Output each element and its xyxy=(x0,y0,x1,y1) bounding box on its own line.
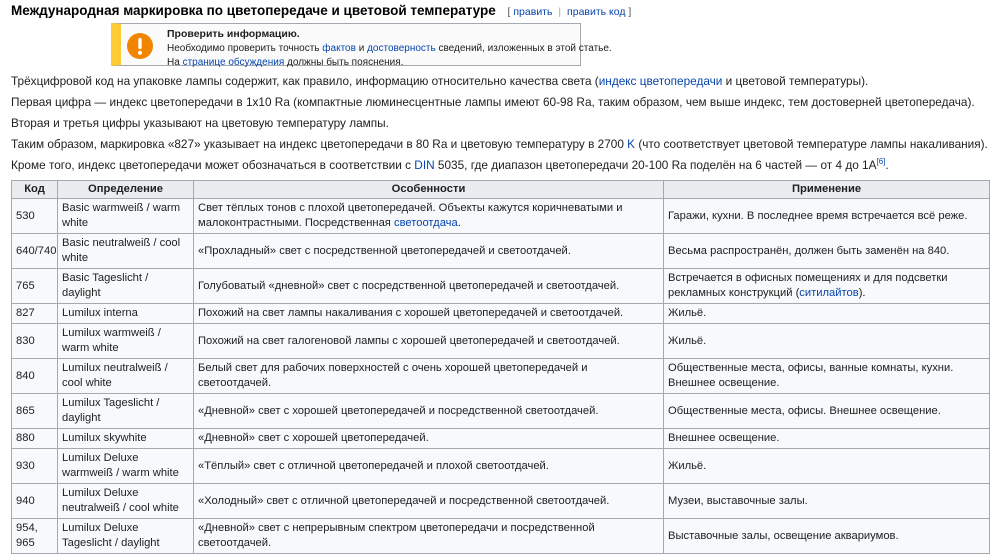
cell-features xyxy=(194,234,664,269)
features-text: Голубоватый «дневной» свет с посредственной цветопередачей и светоотдачей. xyxy=(198,279,620,292)
cell-application xyxy=(664,429,990,449)
cell-application xyxy=(664,519,990,554)
features-text: «Дневной» свет с хорошей цветопередачей и посредственной светоотдачей. xyxy=(198,404,599,417)
cell-code: 640/740 xyxy=(12,234,58,269)
lamp-code-table xyxy=(11,180,990,554)
features-text: Похожий на свет лампы накаливания с хорошей цветопередачей и светоотдачей. xyxy=(198,307,624,319)
cell-definition: Lumilux warmweiß / warm white xyxy=(58,324,194,359)
application-text: Жильё. xyxy=(668,459,707,472)
cell-definition: Lumilux Deluxe warmweiß / warm white xyxy=(58,449,194,484)
cell-application xyxy=(664,359,990,394)
header-features[interactable]: Особенности xyxy=(194,181,664,199)
features-end: . xyxy=(457,217,461,229)
edit-link[interactable]: править xyxy=(513,6,553,18)
p5-end: . xyxy=(885,158,889,172)
application-text: Внешнее освещение. xyxy=(668,432,780,444)
p1-end: и цветовой температуры). xyxy=(722,74,869,88)
notice-line2-end: должны быть пояснения. xyxy=(284,57,404,68)
features-text: «Дневной» свет с хорошей цветопередачей. xyxy=(198,432,429,444)
notice-line1-end: сведений, изложенных в этой статье. xyxy=(435,43,612,54)
notice-title: Проверить информацию. xyxy=(167,28,300,40)
cell-features xyxy=(194,429,664,449)
section-heading xyxy=(11,3,631,18)
cell-application xyxy=(664,484,990,519)
application-text: Гаражи, кухни. В последнее время встречается всё реже. xyxy=(668,209,968,222)
p4-text: Таким образом, маркировка «827» указывает на индекс цветопередачи в 80 Ra и цветовую температуру в 2700 xyxy=(11,137,628,151)
din-link[interactable]: DIN xyxy=(414,158,435,172)
exclamation-icon xyxy=(125,31,155,61)
table-row xyxy=(12,234,990,269)
cell-application xyxy=(664,199,990,234)
cell-definition: Basic warmweiß / warm white xyxy=(58,199,194,234)
citylight-link[interactable]: ситилайтов xyxy=(799,287,859,299)
p1-text: Трёхцифровой код на упаковке лампы содержит, как правило, информацию относительно качества света ( xyxy=(11,74,599,88)
application-text: Музеи, выставочные залы. xyxy=(668,494,808,507)
header-definition[interactable]: Определение xyxy=(58,181,194,199)
application-text: Жильё. xyxy=(668,307,707,319)
edit-bracket-close: ] xyxy=(628,6,632,18)
table-header-row xyxy=(12,181,990,199)
edit-separator: | xyxy=(558,6,562,18)
application-end: ). xyxy=(858,287,866,299)
cell-code: 930 xyxy=(12,449,58,484)
table-row xyxy=(12,429,990,449)
features-text: Свет тёплых тонов с плохой цветопередачей. Объекты кажутся коричневатыми и малоконтрастными. Посредственная xyxy=(198,202,623,229)
cell-application xyxy=(664,394,990,429)
application-text: Общественные места, офисы. Внешнее освещение. xyxy=(668,404,941,417)
facts-link[interactable]: фактов xyxy=(322,43,356,54)
table-row xyxy=(12,304,990,324)
table-row xyxy=(12,359,990,394)
cell-application xyxy=(664,269,990,304)
cell-definition: Lumilux interna xyxy=(58,304,194,324)
cell-code: 865 xyxy=(12,394,58,429)
cell-code: 880 xyxy=(12,429,58,449)
table-row xyxy=(12,324,990,359)
cell-application xyxy=(664,449,990,484)
features-text: «Тёплый» свет с отличной цветопередачей и плохой светоотдачей. xyxy=(198,459,549,472)
cell-code: 530 xyxy=(12,199,58,234)
kelvin-link[interactable]: K xyxy=(627,137,636,151)
paragraph-3: Вторая и третья цифры указывают на цветовую температуру лампы. xyxy=(11,116,389,130)
p5-text: Кроме того, индекс цветопередачи может обозначаться в соответствии с xyxy=(11,158,415,172)
talk-page-link[interactable]: странице обсуждения xyxy=(182,57,285,68)
cell-code: 954, 965 xyxy=(12,519,58,554)
paragraph-2: Первая цифра — индекс цветопередачи в 1x10 Ra (компактные люминесцентные лампы имеют 60-98 Ra, таким образом, чем выше индекс, тем достоверней цветопередача). xyxy=(11,95,975,109)
application-text: Выставочные залы, освещение аквариумов. xyxy=(668,529,899,542)
table-row xyxy=(12,199,990,234)
notice-line2-text: На xyxy=(167,57,183,68)
table-row xyxy=(12,449,990,484)
cell-code: 940 xyxy=(12,484,58,519)
features-text: «Холодный» свет с отличной цветопередачей и посредственной светоотдачей. xyxy=(198,494,610,507)
application-text: Жильё. xyxy=(668,334,707,347)
features-text: Белый свет для рабочих поверхностей с очень хорошей цветопередачей и светоотдачей. xyxy=(198,362,588,389)
cell-features xyxy=(194,324,664,359)
cell-features xyxy=(194,199,664,234)
cell-definition: Basic Tageslicht / daylight xyxy=(58,269,194,304)
application-text: Общественные места, офисы, ванные комнаты, кухни. Внешнее освещение. xyxy=(668,362,954,389)
application-text: Встречается в офисных помещениях и для подсветки рекламных конструкций ( xyxy=(668,272,948,299)
light-output-link[interactable]: светоотдача xyxy=(393,217,458,229)
features-text: «Прохладный» свет с посредственной цветопередачей и светоотдачей. xyxy=(198,244,571,257)
table-row xyxy=(12,269,990,304)
header-application[interactable]: Применение xyxy=(664,181,990,199)
cell-features xyxy=(194,449,664,484)
cell-definition: Lumilux Deluxe Tageslicht / daylight xyxy=(58,519,194,554)
application-text: Весьма распространён, должен быть заменён на 840. xyxy=(668,244,950,257)
table-row xyxy=(12,484,990,519)
header-code[interactable]: Код xyxy=(12,181,58,199)
paragraph-4 xyxy=(11,136,988,152)
cell-features xyxy=(194,484,664,519)
notice-line1-text: Необходимо проверить точность xyxy=(167,43,323,54)
table-row xyxy=(12,519,990,554)
cell-features xyxy=(194,519,664,554)
reference-link[interactable]: [6] xyxy=(876,157,886,167)
cell-application xyxy=(664,234,990,269)
features-text: «Дневной» свет с непрерывным спектром цветопередачи и посредственной светоотдачей. xyxy=(198,522,595,549)
cell-features xyxy=(194,304,664,324)
p5-mid: 5035, где диапазон цветопередачи 20-100 Ra поделён на 6 частей — от 4 до 1А xyxy=(434,158,877,172)
cell-code: 827 xyxy=(12,304,58,324)
cell-definition: Lumilux neutralweiß / cool white xyxy=(58,359,194,394)
cell-features xyxy=(194,269,664,304)
p4-end: (что соответствует цветовой температуре лампы накаливания). xyxy=(635,137,988,151)
cell-features xyxy=(194,359,664,394)
cell-application xyxy=(664,304,990,324)
edit-section-links xyxy=(508,6,632,18)
edit-code-link[interactable]: править код xyxy=(567,6,626,18)
notice-text xyxy=(167,27,612,70)
cell-code: 830 xyxy=(12,324,58,359)
cell-definition: Lumilux skywhite xyxy=(58,429,194,449)
cell-definition: Lumilux Deluxe neutralweiß / cool white xyxy=(58,484,194,519)
cri-link[interactable]: индекс цветопередачи xyxy=(598,74,723,88)
notice-line1-and: и xyxy=(355,43,368,54)
cell-definition: Lumilux Tageslicht / daylight xyxy=(58,394,194,429)
reliability-link[interactable]: достоверность xyxy=(367,43,436,54)
verify-notice-box xyxy=(111,23,612,68)
section-title: Международная маркировка по цветопередаче и цветовой температуре xyxy=(11,3,496,18)
table-row xyxy=(12,394,990,429)
paragraph-5 xyxy=(11,157,889,173)
cell-application xyxy=(664,324,990,359)
features-text: Похожий на свет галогеновой лампы с хорошей цветопередачей и светоотдачей. xyxy=(198,334,620,347)
cell-definition: Basic neutralweiß / cool white xyxy=(58,234,194,269)
edit-bracket-open: [ xyxy=(507,6,511,18)
paragraph-1 xyxy=(11,73,868,89)
cell-code: 765 xyxy=(12,269,58,304)
cell-features xyxy=(194,394,664,429)
cell-code: 840 xyxy=(12,359,58,394)
